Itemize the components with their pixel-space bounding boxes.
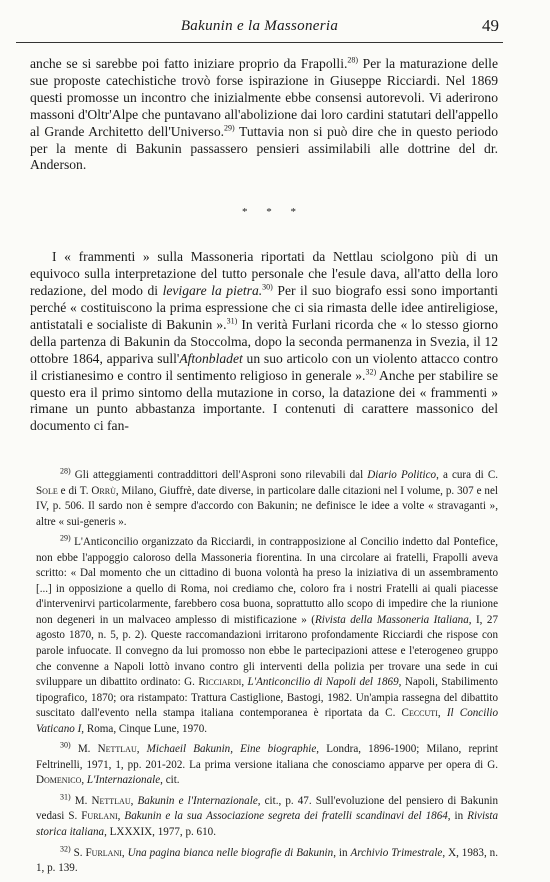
main-text [30,56,498,435]
section-separator: * * * [242,206,304,219]
page-header [16,12,503,43]
footnote-ref-29[interactable]: 29) [224,123,235,133]
footnote-28: $^{28)}$ Gli atteggiamenti contraddittori dell'Asproni sono rilevabili dal Diario Politico, a cura di C. Sole e di T. Orrù, Milano, Giuffrè, date diverse, in particolare dalle citazioni nel I volume, p. 307 e nel IV, p. 506. Il sardo non è sempre d'accordo con Bakunin; ne definisce le idee a volte « stravaganti », altre « sui-generis ». [36,466,499,528]
page-number: 49 [482,16,499,35]
footnote-31: $^{31)}$ M. Nettlau, Bakunin e l'Internazionale, cit., p. 47. Sull'evoluzione del pensiero di Bakunin vedasi S. Furlani, Bakunin e la sua Associazione segreta dei fratelli scandinavi del 1864, in Rivista storica italiana, LXXXIX, 1977, p. 610. [36,792,498,839]
footnote-ref-30[interactable]: 30) [262,282,273,292]
paragraph-1: anche se si sarebbe poi fatto iniziare proprio da Frapolli.$^{28)}$ Per la maturazione delle sue proposte catechistiche trovò forse ispirazione in Giuseppe Ricciardi. Nel 1869 questi promosse un incontro che inizialmente ebbe consensi autorevoli. Vi aderirono massoni d'Oltr'Alpe che puntavano all'abolizione dai loro cardini statutari dell'appello al Grande Architetto dell'Universo.$^{29)}$ Tuttavia non si può dire che in questo periodo per la mente di Bakunin passassero pensieri assimilabili alle dottrine del dr. Anderson. [30,55,498,173]
footnotes [36,468,498,882]
paragraph-2: I « frammenti » sulla Massoneria riportati da Nettlau sciolgono più di un equivoco sulla interpretazione del tutto personale che l'esule dava, all'atto della loro redazione, del modo di levigare la pietra.$^{30)}$ Per il suo biografo essi sono importanti perché « costituiscono la prima espressione che ci sia rimasta delle idee antireligiose, antistatali e socialiste di Bakunin ».$^{31)}$ In verità Furlani ricorda che « lo stesso giorno della partenza di Bakunin da Stoccolma, dopo la seconda permanenza in Svezia, il 12 ottobre 1864, appariva sull'Aftonbladet un suo articolo con un violento attacco contro il cristianesimo e contro il sentimento religioso in generale ».$^{32)}$ Anche per stabilire se questo era il primo sintomo della mutazione in corso, la datazione dei « frammenti » rimane un punto abbastanza importante. I contenuti di carattere massonico del documento ci fan- [30,249,499,434]
running-head: Bakunin e la Massoneria [180,18,339,34]
footnote-ref-32[interactable]: 32) [365,367,377,377]
footnote-ref-28[interactable]: 28) [347,55,359,65]
footnote-29: $^{29)}$ L'Anticoncilio organizzato da Ricciardi, in contrapposizione al Concilio indetto dal Pontefice, non ebbe l'appoggio caloroso della Massoneria fiorentina. In una circolare ai fratelli, Frapolli aveva scritto: « Dal momento che un cittadino di buona volontà ha preso la iniziativa di un assembramento [...] in opposizione a quello di Roma, noi crediamo che, coloro fra i nostri Fratelli ai quali piacesse d'intervenirvi particolarmente, farebbero cosa buona, soprattutto allo scopo di impedire che la riunione non degeneri in un malvaceo amplesso di mistificazione » (Rivista della Massoneria Italiana, I, 27 agosto 1870, n. 5, p. 2). Queste raccomandazioni irritarono profondamente Ricciardi che rispose con parole infuocate. Il convegno da lui promosso non ebbe le partecipazioni attese e l'eterogeneo gruppo che convenne a Napoli lottò invano contro gli interventi della polizia per trovare una sede in cui sviluppare un dibattito ordinato: G. Ricciardi, L'Anticoncilio di Napoli del 1869, Napoli, Stabilimento tipografico, 1870; ora ristampato: Trattura Castiglione, Bastogi, 1982. Un'ampia rassegna del dibattito suscitato dall'evento nella stampa italiana contemporanea è riportata da C. Ceccuti, Il Concilio Vaticano I, Roma, Cinque Lune, 1970. [36,533,499,735]
footnote-32: $^{32)}$ S. Furlani, Una pagina bianca nelle biografie di Bakunin, in Archivio Trimestrale, X, 1983, n. 1, p. 139. [36,843,499,875]
footnote-ref-31[interactable]: 31) [226,316,238,326]
footnote-30: $^{30)}$ M. Nettlau, Michaeil Bakunin, Eine biographie, Londra, 1896-1900; Milano, reprint Feltrinelli, 1971, 1, pp. 201-202. La prima versione italiana che conosciamo apparve per opera di G. Domenico, L'Internazionale, cit. [36,740,499,787]
